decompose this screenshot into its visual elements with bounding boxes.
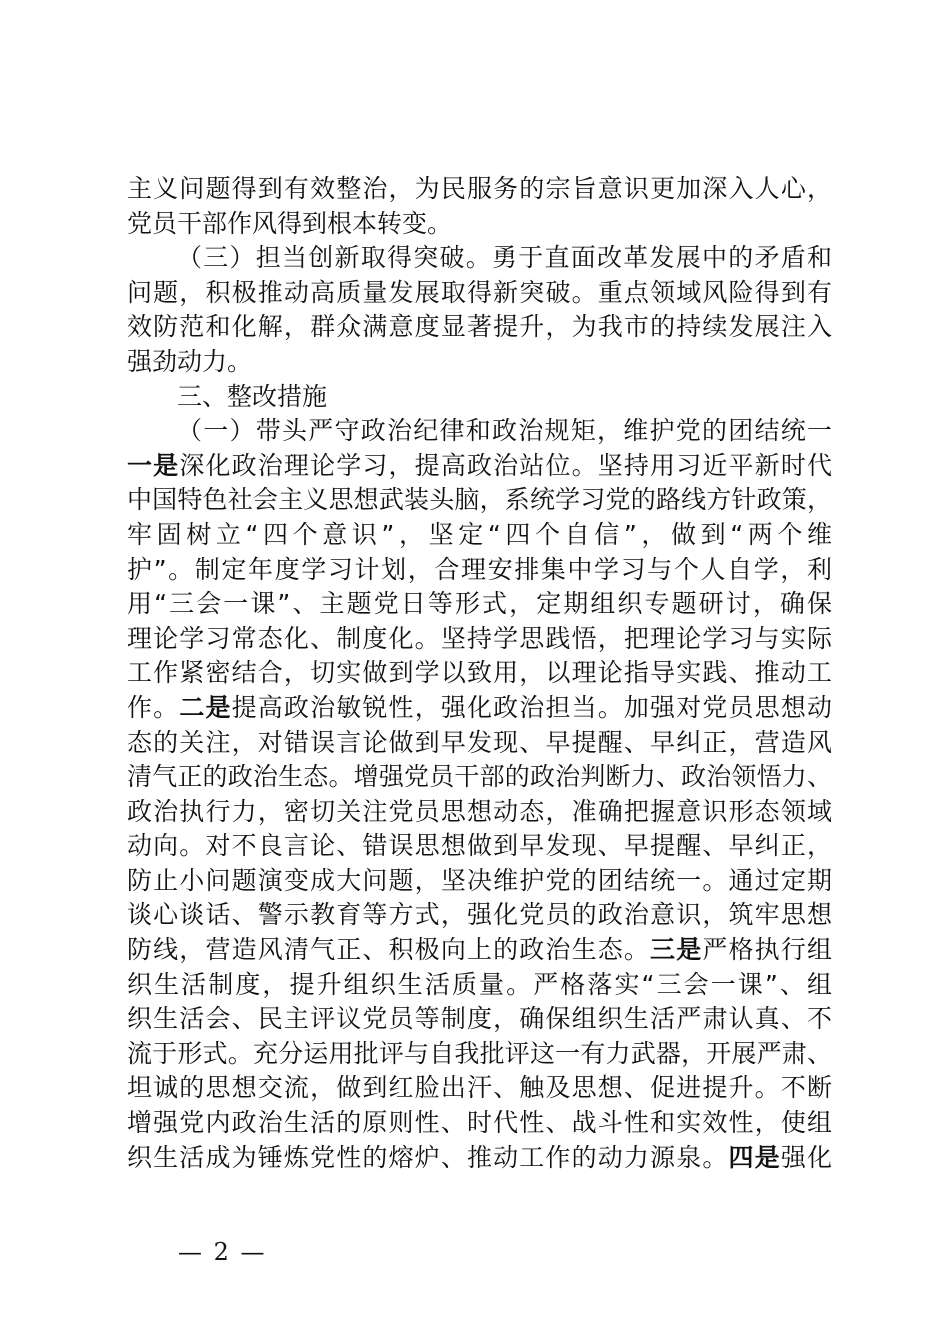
text-line: 坦诚的思想交流，做到红脸出汗、触及思想、促进提升。不断 — [127, 1073, 832, 1103]
section-heading-3: （三）担当创新取得突破。勇于直面改革发展中的矛盾和 — [177, 243, 832, 273]
text-line: 中国特色社会主义思想武装头脑，系统学习党的路线方针政策， — [127, 485, 832, 515]
text-line: 效防范和化解，群众满意度显著提升，为我市的持续发展注入 — [127, 312, 832, 342]
text-line: 牢固树立“四个意识”，坚定“四个自信”，做到“两个维 — [127, 519, 832, 549]
bold-term-1: 一是 — [127, 450, 180, 480]
text-line: 织生活会、民主评议党员等制度，确保组织生活严肃认真、不 — [127, 1004, 832, 1034]
text-run: 提高政治敏锐性，强化政治担当。加强对党员思想动 — [231, 692, 832, 722]
text-run: 强化 — [780, 1142, 832, 1172]
text-line: 增强党内政治生活的原则性、时代性、战斗性和实效性，使组 — [127, 1108, 832, 1138]
text-line: 理论学习常态化、制度化。坚持学思践悟，把理论学习与实际 — [127, 623, 832, 653]
text-run: 防线，营造风清气正、积极向上的政治生态。 — [127, 935, 651, 965]
text-line: 态的关注，对错误言论做到早发现、早提醒、早纠正，营造风 — [127, 727, 832, 757]
text-run: 深化政治理论学习，提高政治站位。坚持用习近平新时代 — [179, 450, 832, 480]
heading-rectification-measures: 三、整改措施 — [177, 381, 328, 411]
text-line — [127, 1141, 832, 1176]
text-line: 强劲动力。 — [127, 346, 253, 376]
text-line: 问题，积极推动高质量发展取得新突破。重点领域风险得到有 — [127, 277, 832, 307]
bold-term-4: 四是 — [728, 1142, 781, 1172]
text-line: 用“三会一课”、主题党日等形式，定期组织专题研讨，确保 — [127, 589, 832, 619]
text-line: 流于形式。充分运用批评与自我批评这一有力武器，开展严肃、 — [127, 1038, 832, 1068]
text-line: 谈心谈话、警示教育等方式，强化党员的政治意识，筑牢思想 — [127, 900, 832, 930]
text-run: 织生活成为锤炼党性的熔炉、推动工作的动力源泉。 — [127, 1142, 729, 1172]
text-line: 清气正的政治生态。增强党员干部的政治判断力、政治领悟力、 — [127, 762, 832, 792]
bold-term-2: 二是 — [179, 692, 232, 722]
subheading-1: （一）带头严守政治纪律和政治规矩，维护党的团结统一 — [177, 416, 832, 446]
text-line: 织生活制度，提升组织生活质量。严格落实“三会一课”、组 — [127, 969, 832, 999]
text-line: 护”。制定年度学习计划，合理安排集中学习与个人自学，利 — [127, 554, 832, 584]
body-text — [127, 172, 832, 1175]
text-run: 严格执行组 — [702, 935, 832, 965]
text-line — [127, 933, 832, 968]
text-run: 作。 — [127, 692, 180, 722]
text-line: 政治执行力，密切关注党员思想动态，准确把握意识形态领域 — [127, 796, 832, 826]
text-line: 工作紧密结合，切实做到学以致用，以理论指导实践、推动工 — [127, 658, 832, 688]
text-line — [127, 691, 832, 726]
bold-term-3: 三是 — [650, 935, 703, 965]
text-line: 防止小问题演变成大问题，坚决维护党的团结统一。通过定期 — [127, 865, 832, 895]
text-line — [127, 449, 832, 484]
text-line: 动向。对不良言论、错误思想做到早发现、早提醒、早纠正， — [127, 831, 832, 861]
page-number: — 2 — — [178, 1238, 267, 1266]
text-line: 党员干部作风得到根本转变。 — [127, 208, 453, 238]
text-line: 主义问题得到有效整治，为民服务的宗旨意识更加深入人心， — [127, 174, 832, 203]
